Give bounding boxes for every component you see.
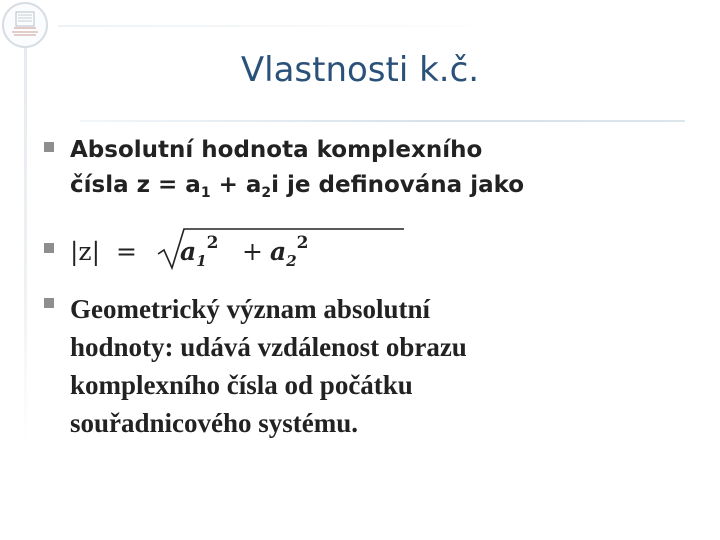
formula-a1-sub: 1 (196, 252, 207, 270)
bullet3-line: souřadnicového systému. (70, 408, 359, 438)
formula-a1-base: a (180, 237, 197, 266)
bullet1-line2 (70, 168, 524, 210)
bullet3-line: Geometrický význam absolutní (70, 294, 430, 324)
formula-a1-sup: 2 (206, 233, 219, 253)
formula-a2-sub: 2 (286, 252, 297, 270)
title-underline (80, 120, 685, 122)
square-bullet-icon (44, 243, 54, 253)
square-bullet-icon (44, 142, 54, 152)
bullet1-sub1: 1 (200, 185, 211, 201)
formula-plus: + (242, 237, 263, 266)
bullet3-paragraph (70, 290, 590, 442)
square-bullet-icon (44, 298, 54, 308)
formula-a1 (180, 233, 219, 270)
formula-abs: |z| (70, 237, 101, 266)
bullet1-line2-post: i je definována jako (271, 172, 525, 198)
formula-a2-base: a (270, 237, 287, 266)
bullet1-sub2: 2 (261, 185, 272, 201)
formula-equals: = (116, 237, 137, 266)
bullet1-line2-pre: čísla z = a (70, 172, 201, 198)
bullet1-line1: Absolutní hodnota komplexního (70, 137, 483, 163)
bullet3-line: komplexního čísla od počátku (70, 370, 413, 400)
formula-a2 (270, 233, 309, 270)
bullet3-line: hodnoty: udává vzdálenost obrazu (70, 332, 467, 362)
formula-a2-sup: 2 (296, 233, 309, 253)
slide-title: Vlastnosti k.č. (240, 50, 480, 90)
university-seal-icon (2, 2, 48, 48)
bullet1-line2-mid: + a (210, 172, 262, 198)
frame-vertical-line (24, 48, 27, 448)
frame-top-line (58, 25, 528, 27)
